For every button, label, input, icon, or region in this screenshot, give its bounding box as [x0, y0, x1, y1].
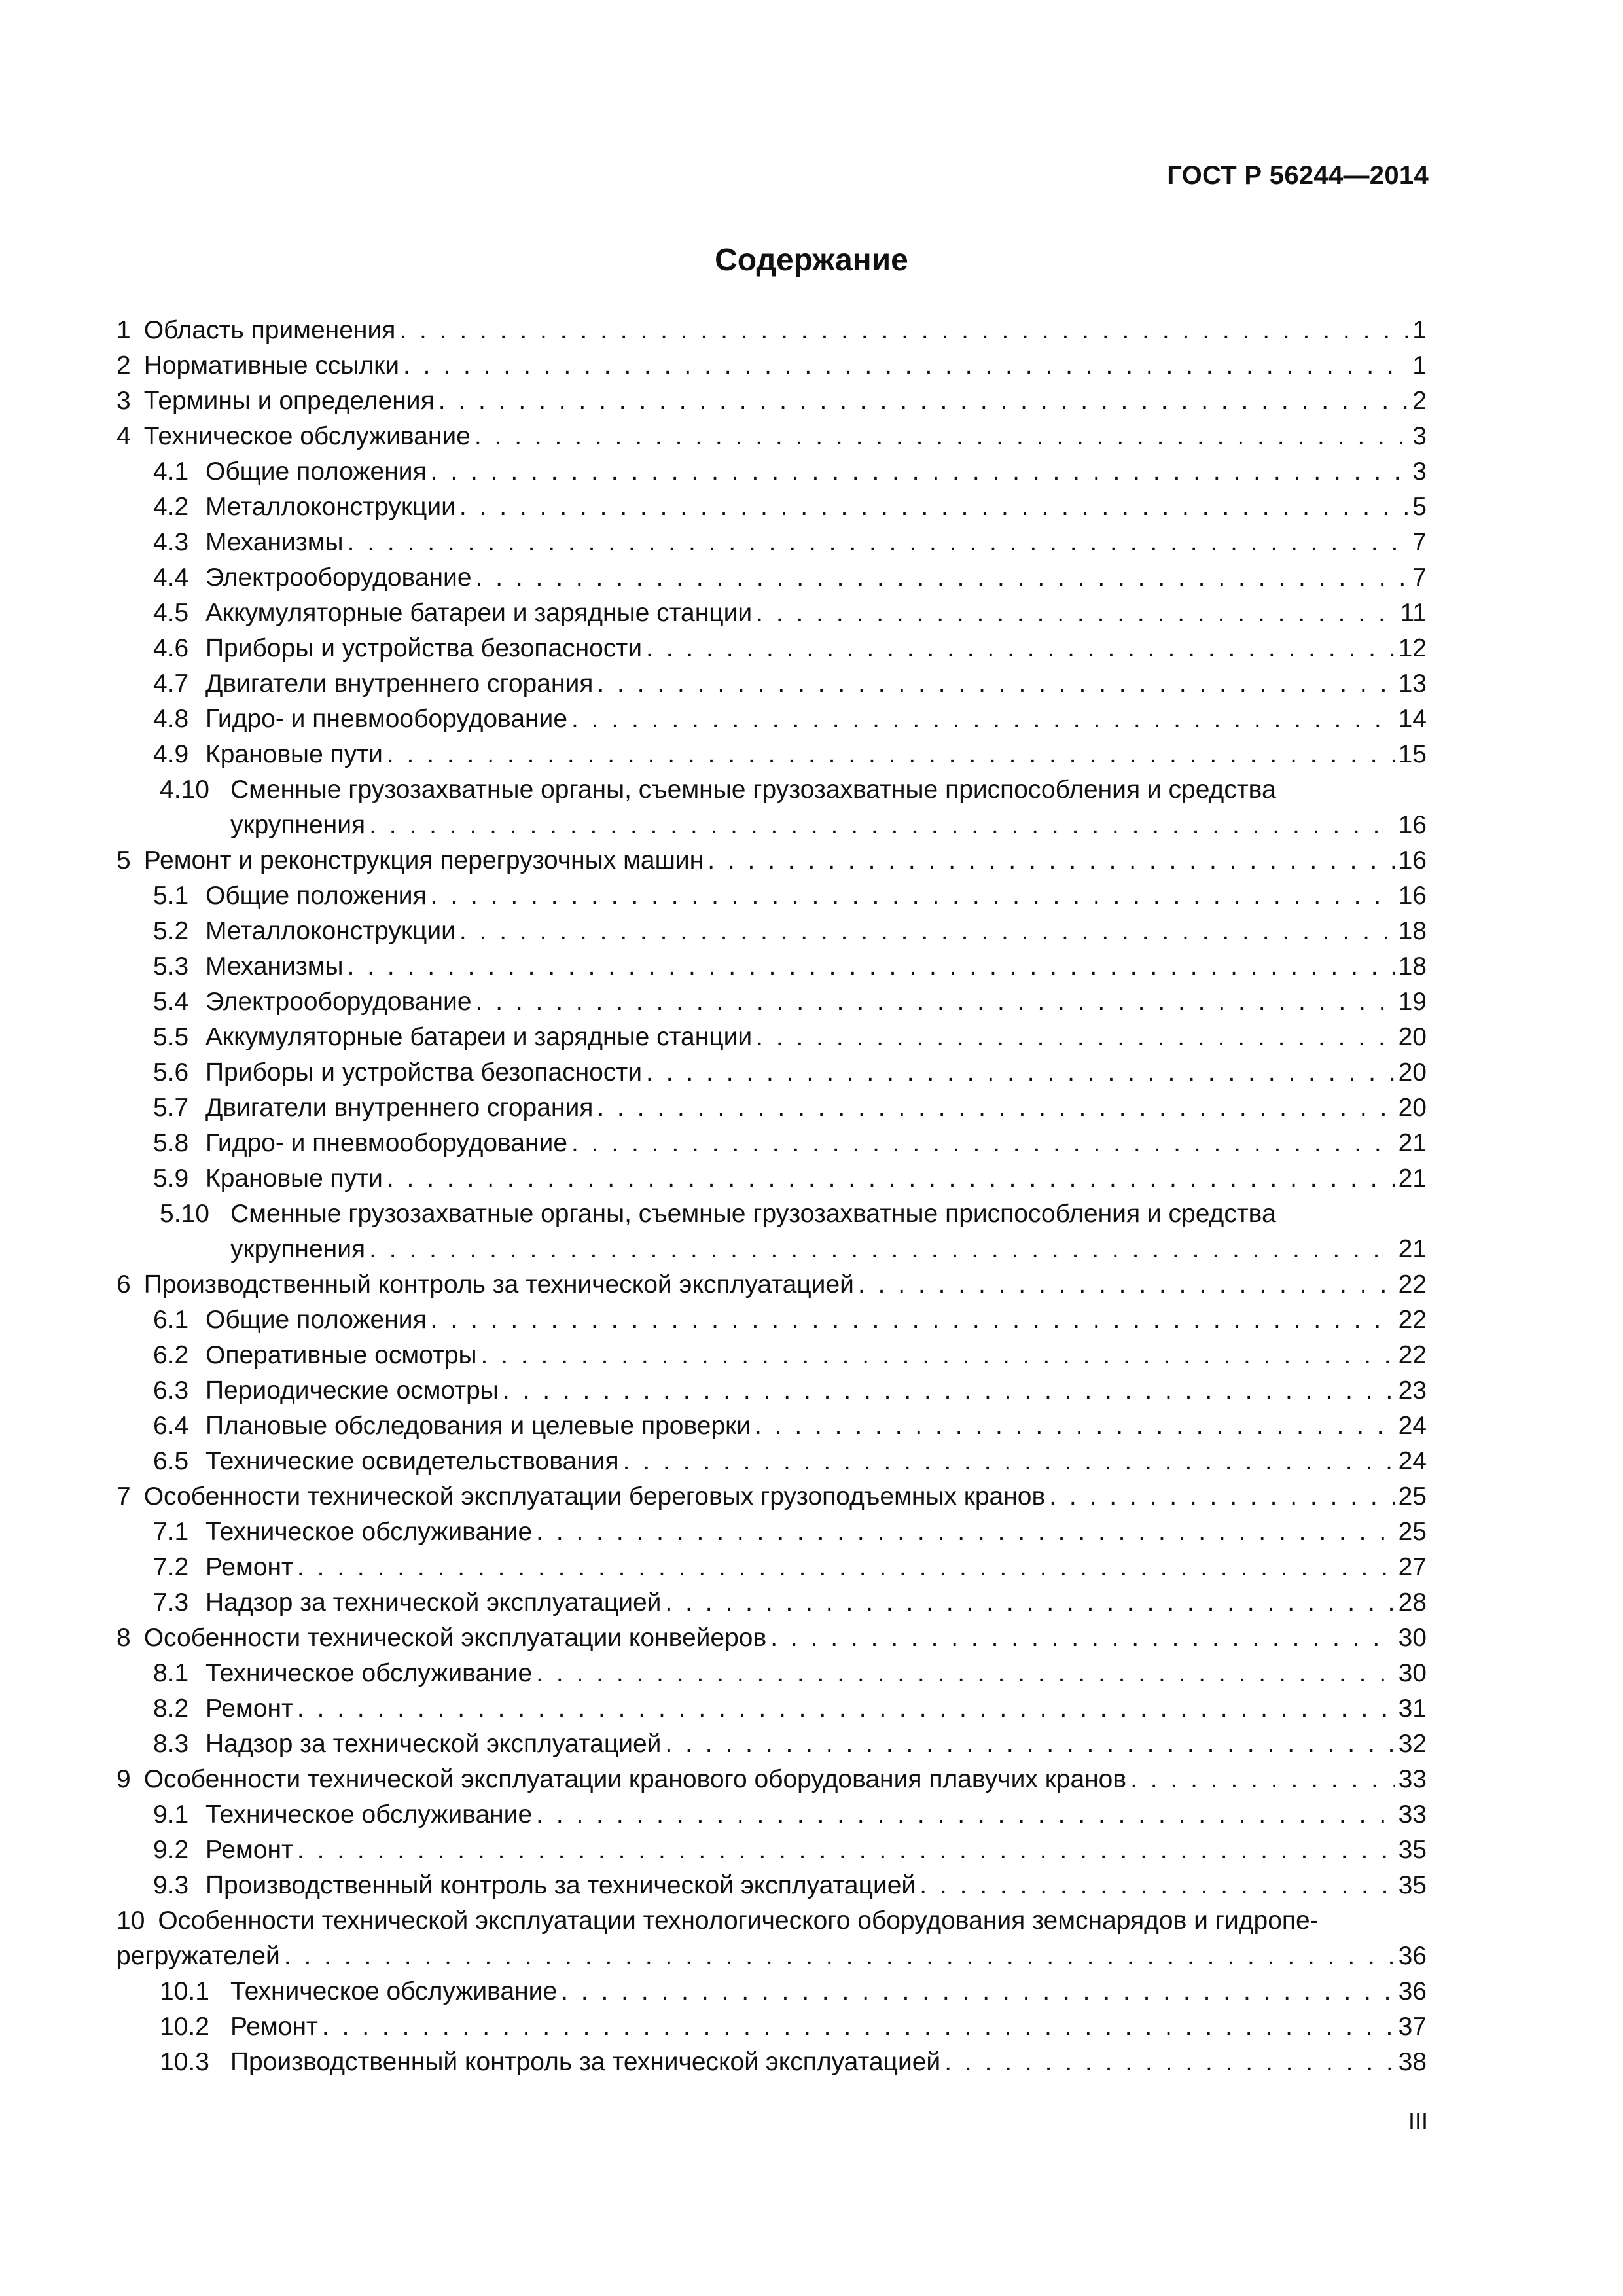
toc-item-number: 9.1: [153, 1801, 189, 1829]
toc-item-page: 20: [1398, 1058, 1427, 1086]
toc-item-page: 22: [1398, 1341, 1427, 1369]
dot-leader: [944, 2045, 1394, 2080]
dot-leader: [459, 490, 1408, 525]
toc-item-page: 14: [1398, 705, 1427, 733]
toc-item-title: Техническое обслуживание: [230, 1977, 558, 2005]
dot-leader: [387, 1161, 1395, 1196]
toc-item-page: 27: [1398, 1553, 1427, 1581]
toc-item-page: 33: [1398, 1765, 1427, 1793]
toc-item-number: 6: [116, 1270, 131, 1299]
dot-leader: [476, 560, 1409, 596]
dot-leader: [858, 1267, 1395, 1302]
toc-item: [116, 419, 1427, 454]
toc-item-title: Приборы и устройства безопасности: [205, 634, 643, 662]
dot-leader: [1049, 1479, 1394, 1515]
toc-item: [116, 1585, 1427, 1621]
toc-item-page: 22: [1398, 1270, 1427, 1299]
toc-item: [116, 631, 1427, 666]
toc-item-number: 5.5: [153, 1023, 189, 1051]
toc-item-page: 25: [1398, 1482, 1427, 1511]
toc-item-page: 33: [1398, 1801, 1427, 1829]
toc-item-number: 9.3: [153, 1871, 189, 1899]
dot-leader: [431, 878, 1395, 914]
toc-item-title: Общие положения: [205, 1306, 427, 1334]
toc-item-page: 24: [1398, 1412, 1427, 1440]
toc-item-number: 8.3: [153, 1730, 189, 1758]
toc-item-page: 31: [1398, 1695, 1427, 1723]
dot-leader: [919, 1868, 1394, 1903]
toc-item: [116, 949, 1427, 984]
toc-item-number: 10.1: [160, 1977, 209, 2005]
toc-item-page: 30: [1398, 1659, 1427, 1687]
toc-item: [116, 702, 1427, 737]
toc-item-title: Общие положения: [205, 457, 427, 486]
toc-item: [116, 1727, 1427, 1762]
toc-item-title: Производственный контроль за технической эксплуатацией: [143, 1270, 854, 1299]
toc-item-title: Производственный контроль за технической эксплуатацией: [205, 1871, 916, 1899]
toc-item-page: 38: [1398, 2048, 1427, 2076]
toc-item-title: Сменные грузозахватные органы, съемные грузозахватные приспособления и средства: [230, 1200, 1276, 1228]
dot-leader: [536, 1797, 1394, 1833]
toc-item-number: 4.1: [153, 457, 189, 486]
toc-item-number: 6.3: [153, 1376, 189, 1405]
dot-leader: [571, 1126, 1395, 1161]
toc-item-page: 18: [1398, 952, 1427, 980]
toc-item-number: 5.8: [153, 1129, 189, 1157]
toc-item-page: 36: [1398, 1942, 1427, 1970]
dot-leader: [399, 313, 1408, 348]
toc-item-number: 4.4: [153, 564, 189, 592]
toc-item-title: Приборы и устройства безопасности: [205, 1058, 643, 1086]
dot-leader: [571, 702, 1395, 737]
toc-item-number: 2: [116, 351, 131, 380]
toc-item-title: Аккумуляторные батареи и зарядные станции: [205, 599, 753, 627]
toc-item-number: 4.2: [153, 493, 189, 521]
toc-item: [116, 313, 1427, 348]
toc-item-page: 18: [1398, 917, 1427, 945]
dot-leader: [322, 2009, 1395, 2045]
toc-item: [116, 1974, 1427, 2009]
dot-leader: [476, 984, 1395, 1020]
toc-item: [116, 1126, 1427, 1161]
toc-item-number: 7: [116, 1482, 131, 1511]
toc-item-number: 1: [116, 316, 131, 344]
toc-item-title: Гидро- и пневмооборудование: [205, 705, 568, 733]
dot-leader: [646, 631, 1395, 666]
dot-leader: [503, 1373, 1395, 1408]
toc-item: [116, 1479, 1427, 1515]
toc-item: [116, 666, 1427, 702]
dot-leader: [431, 454, 1409, 490]
toc-item-title: Производственный контроль за технической эксплуатацией: [230, 2048, 941, 2076]
toc-item-number: 7.1: [153, 1518, 189, 1546]
toc-item: [116, 878, 1427, 914]
toc-item-page: 3: [1412, 422, 1427, 450]
toc-item-number: 4.7: [153, 670, 189, 698]
dot-leader: [536, 1515, 1394, 1550]
toc-item: [116, 1550, 1427, 1585]
toc-item-page: 2: [1412, 387, 1427, 415]
toc-item-number: 4.8: [153, 705, 189, 733]
toc-item-title: Гидро- и пневмооборудование: [205, 1129, 568, 1157]
toc-item-page: 7: [1412, 564, 1427, 592]
toc-item: [116, 1903, 1427, 1939]
toc-item-page: 12: [1398, 634, 1427, 662]
toc-item-title: Термины и определения: [143, 387, 435, 415]
toc-item-title: Надзор за технической эксплуатацией: [205, 1588, 662, 1617]
toc-item: [116, 1161, 1427, 1196]
dot-leader: [369, 808, 1395, 843]
toc-item: [116, 596, 1427, 631]
toc-item: [116, 490, 1427, 525]
toc-item-number: 6.4: [153, 1412, 189, 1440]
toc-item-page: 3: [1412, 457, 1427, 486]
toc-item-continuation: [116, 808, 1427, 843]
toc-item-page: 21: [1398, 1164, 1427, 1193]
toc-item-title: Ремонт: [230, 2013, 318, 2041]
toc-item-page: 35: [1398, 1836, 1427, 1864]
toc-item-page: 37: [1398, 2013, 1427, 2041]
toc-item-title: Технические освидетельствования: [205, 1447, 619, 1475]
dot-leader: [756, 596, 1396, 631]
toc-item-number: 10.3: [160, 2048, 209, 2076]
toc-item: [116, 2009, 1427, 2045]
toc-item: [116, 1444, 1427, 1479]
toc-item-title: Ремонт: [205, 1695, 293, 1723]
dot-leader: [646, 1055, 1395, 1090]
toc-item-number: 5.9: [153, 1164, 189, 1193]
toc-item-page: 28: [1398, 1588, 1427, 1617]
dot-leader: [1130, 1762, 1395, 1797]
toc-item-page: 20: [1398, 1023, 1427, 1051]
toc-item-page: 20: [1398, 1094, 1427, 1122]
toc-item-page: 30: [1398, 1624, 1427, 1652]
toc-item: [116, 1090, 1427, 1126]
dot-leader: [387, 737, 1395, 772]
toc-item: [116, 1762, 1427, 1797]
toc-item-title: Электрооборудование: [205, 564, 472, 592]
toc-item-page: 1: [1412, 316, 1427, 344]
toc-item-continuation: [116, 1939, 1427, 1974]
dot-leader: [348, 949, 1395, 984]
toc-item: [116, 1691, 1427, 1727]
dot-leader: [369, 1232, 1395, 1267]
toc-item-page: 25: [1398, 1518, 1427, 1546]
toc-item-page: 22: [1398, 1306, 1427, 1334]
toc-item-number: 8: [116, 1624, 131, 1652]
toc-item-title-continuation: укрупнения: [230, 1235, 366, 1263]
toc-item-number: 5.3: [153, 952, 189, 980]
toc-item-title: Механизмы: [205, 528, 344, 556]
toc-item-page: 16: [1398, 882, 1427, 910]
toc-item-number: 4.6: [153, 634, 189, 662]
toc-item: [116, 984, 1427, 1020]
toc-item: [116, 1797, 1427, 1833]
toc-item-number: 5.10: [160, 1200, 209, 1228]
toc-item-page: 5: [1412, 493, 1427, 521]
toc-item-number: 9.2: [153, 1836, 189, 1864]
toc-item-title: Двигатели внутреннего сгорания: [205, 1094, 594, 1122]
toc-item-number: 5: [116, 846, 131, 874]
toc-item-page: 13: [1398, 670, 1427, 698]
toc-item-page: 32: [1398, 1730, 1427, 1758]
dot-leader: [474, 419, 1408, 454]
toc-item: [116, 1515, 1427, 1550]
toc-item-title: Нормативные ссылки: [143, 351, 399, 380]
toc-item-page: 35: [1398, 1871, 1427, 1899]
toc-item-page: 21: [1398, 1235, 1427, 1263]
document-code: ГОСТ Р 56244—2014: [1167, 161, 1429, 190]
toc-item: [116, 384, 1427, 419]
dot-leader: [623, 1444, 1395, 1479]
dot-leader: [403, 348, 1408, 384]
toc-item-title: Ремонт и реконструкция перегрузочных машин: [143, 846, 704, 874]
toc-item-title: Сменные грузозахватные органы, съемные грузозахватные приспособления и средства: [230, 776, 1276, 804]
dot-leader: [431, 1302, 1395, 1338]
dot-leader: [459, 914, 1395, 949]
toc-item: [116, 843, 1427, 878]
dot-leader: [284, 1939, 1395, 1974]
toc-item-number: 9: [116, 1765, 131, 1793]
toc-item-number: 4.9: [153, 740, 189, 768]
toc-item: [116, 772, 1427, 808]
dot-leader: [756, 1020, 1394, 1055]
toc-item-title: Металлоконструкции: [205, 917, 455, 945]
toc-item-title: Оперативные осмотры: [205, 1341, 477, 1369]
toc-item: [116, 560, 1427, 596]
toc-item-title: Техническое обслуживание: [205, 1659, 533, 1687]
table-of-contents: [116, 313, 1427, 2080]
dot-leader: [481, 1338, 1395, 1373]
toc-item-number: 10.2: [160, 2013, 209, 2041]
toc-item: [116, 454, 1427, 490]
toc-item-page: 7: [1412, 528, 1427, 556]
toc-item-number: 4.3: [153, 528, 189, 556]
toc-item-page: 24: [1398, 1447, 1427, 1475]
toc-item: [116, 1267, 1427, 1302]
toc-item-page: 15: [1398, 740, 1427, 768]
toc-item-number: 4.5: [153, 599, 189, 627]
toc-item-page: 1: [1412, 351, 1427, 380]
toc-item: [116, 1338, 1427, 1373]
dot-leader: [297, 1550, 1395, 1585]
dot-leader: [597, 666, 1394, 702]
toc-item-title: Крановые пути: [205, 1164, 383, 1193]
toc-item-number: 3: [116, 387, 131, 415]
toc-item-number: 8.1: [153, 1659, 189, 1687]
toc-item-title: Электрооборудование: [205, 988, 472, 1016]
dot-leader: [536, 1656, 1394, 1691]
toc-item-title: Особенности технической эксплуатации технологического оборудования земснарядов и гидропе-: [158, 1907, 1319, 1935]
toc-item: [116, 1621, 1427, 1656]
toc-item-number: 5.1: [153, 882, 189, 910]
toc-item-title-continuation: укрупнения: [230, 811, 366, 839]
toc-item: [116, 914, 1427, 949]
dot-leader: [770, 1621, 1394, 1656]
toc-item-number: 5.4: [153, 988, 189, 1016]
toc-item-number: 5.2: [153, 917, 189, 945]
page-title: Содержание: [715, 243, 908, 278]
toc-item: [116, 1020, 1427, 1055]
dot-leader: [297, 1833, 1395, 1868]
dot-leader: [561, 1974, 1394, 2009]
toc-item-title: Периодические осмотры: [205, 1376, 499, 1405]
dot-leader: [297, 1691, 1395, 1727]
toc-item-title: Ремонт: [205, 1836, 293, 1864]
toc-item-title: Особенности технической эксплуатации кранового оборудования плавучих кранов: [143, 1765, 1127, 1793]
toc-item-number: 7.3: [153, 1588, 189, 1617]
toc-item: [116, 737, 1427, 772]
toc-item-page: 16: [1398, 846, 1427, 874]
toc-item-title-continuation: регружателей: [116, 1942, 280, 1970]
toc-item-number: 5.7: [153, 1094, 189, 1122]
toc-item-page: 23: [1398, 1376, 1427, 1405]
toc-item: [116, 1408, 1427, 1444]
toc-item-title: Металлоконструкции: [205, 493, 455, 521]
toc-item-number: 6.2: [153, 1341, 189, 1369]
toc-item-page: 36: [1398, 1977, 1427, 2005]
toc-item-number: 6.1: [153, 1306, 189, 1334]
toc-item-page: 16: [1398, 811, 1427, 839]
toc-item-title: Область применения: [143, 316, 396, 344]
page-number: III: [1408, 2108, 1428, 2134]
toc-item-title: Плановые обследования и целевые проверки: [205, 1412, 751, 1440]
toc-item: [116, 2045, 1427, 2080]
dot-leader: [665, 1727, 1394, 1762]
toc-item-number: 6.5: [153, 1447, 189, 1475]
dot-leader: [348, 525, 1409, 560]
toc-item-title: Ремонт: [205, 1553, 293, 1581]
toc-item: [116, 1373, 1427, 1408]
toc-item: [116, 1302, 1427, 1338]
dot-leader: [438, 384, 1409, 419]
toc-item: [116, 1196, 1427, 1232]
toc-item: [116, 1868, 1427, 1903]
toc-item-title: Техническое обслуживание: [205, 1801, 533, 1829]
toc-item-title: Общие положения: [205, 882, 427, 910]
toc-item-title: Особенности технической эксплуатации береговых грузоподъемных кранов: [143, 1482, 1046, 1511]
dot-leader: [755, 1408, 1395, 1444]
toc-item: [116, 1656, 1427, 1691]
toc-item-number: 8.2: [153, 1695, 189, 1723]
toc-item-page: 11: [1400, 599, 1427, 627]
toc-item-number: 5.6: [153, 1058, 189, 1086]
toc-item-continuation: [116, 1232, 1427, 1267]
toc-item-number: 7.2: [153, 1553, 189, 1581]
dot-leader: [665, 1585, 1394, 1621]
toc-item-page: 21: [1398, 1129, 1427, 1157]
toc-item-page: 19: [1398, 988, 1427, 1016]
toc-item-title: Техническое обслуживание: [143, 422, 471, 450]
toc-item-number: 4: [116, 422, 131, 450]
toc-item-title: Механизмы: [205, 952, 344, 980]
toc-item-title: Особенности технической эксплуатации конвейеров: [143, 1624, 767, 1652]
toc-item: [116, 525, 1427, 560]
toc-item: [116, 1833, 1427, 1868]
toc-item-title: Аккумуляторные батареи и зарядные станции: [205, 1023, 753, 1051]
toc-item-title: Двигатели внутреннего сгорания: [205, 670, 594, 698]
dot-leader: [707, 843, 1394, 878]
toc-item-title: Надзор за технической эксплуатацией: [205, 1730, 662, 1758]
toc-item-number: 10: [116, 1907, 145, 1935]
toc-item: [116, 348, 1427, 384]
dot-leader: [597, 1090, 1394, 1126]
toc-item-title: Техническое обслуживание: [205, 1518, 533, 1546]
toc-item-title: Крановые пути: [205, 740, 383, 768]
toc-item-number: 4.10: [160, 776, 209, 804]
toc-item: [116, 1055, 1427, 1090]
